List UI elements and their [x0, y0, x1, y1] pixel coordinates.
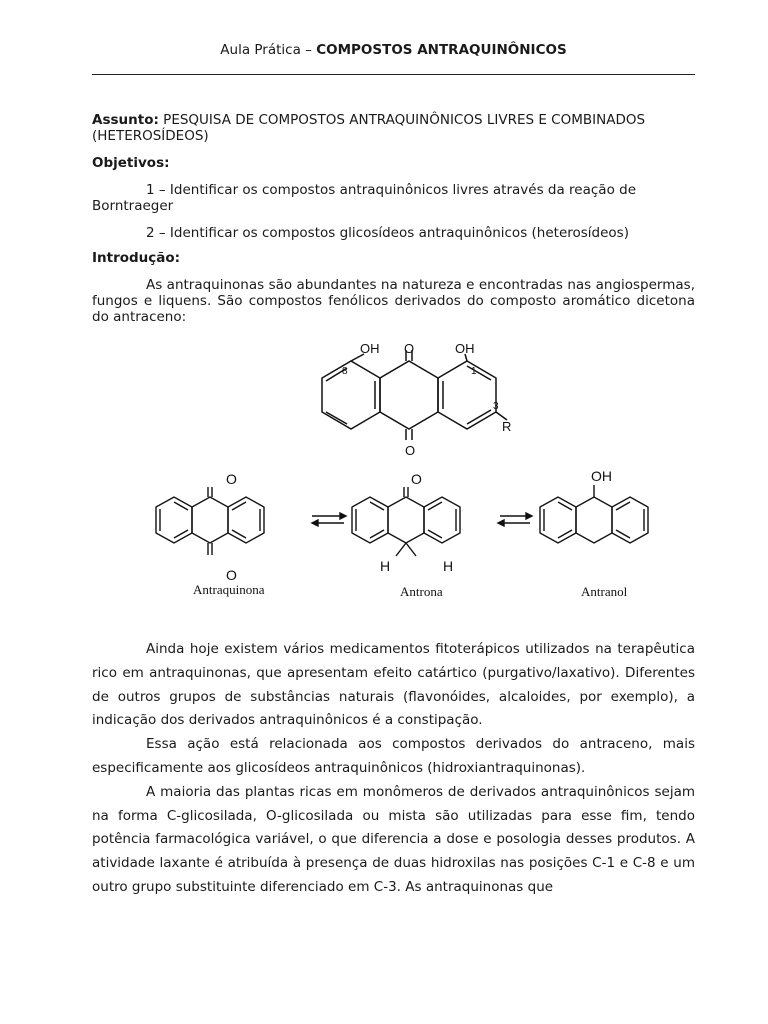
antrona-o-top: O	[411, 471, 422, 487]
objetivo-item-2: 2 – Identificar os compostos glicosídeos antraquinônicos (heterosídeos)	[146, 225, 629, 241]
header-title: COMPOSTOS ANTRAQUINÔNICOS	[316, 42, 567, 58]
assunto-label: Assunto:	[92, 112, 159, 128]
paragraph-medicamentos: Ainda hoje existem vários medicamentos fitoterápicos utilizados na terapêutica rico em antraquinonas, que apresentam efeito catártico (purgativo/laxativo). Diferentes de outros grupos de substâncias naturais (flavonóides, alcaloides, por exemplo), a indicação dos derivados antraquinônicos é a constipação.	[92, 641, 695, 729]
introducao-label: Introdução:	[92, 250, 181, 266]
antraquinona-o-top: O	[226, 471, 237, 487]
antraquinona-label: Antraquinona	[193, 582, 265, 597]
fig1-pos-3: 3	[493, 401, 499, 412]
fig1-oh-right: OH	[455, 341, 475, 356]
fig1-pos-1: 1	[471, 366, 477, 377]
antrona-h-left: H	[380, 558, 391, 574]
fig1-o-bottom: O	[405, 443, 416, 458]
fig1-oh-left: OH	[360, 341, 380, 356]
tautomer-equilibrium-figure	[0, 460, 768, 610]
objetivos-label: Objetivos:	[92, 155, 170, 171]
antranol-label: Antranol	[581, 584, 628, 599]
body-text	[92, 638, 695, 900]
anthraquinone-structure-figure	[0, 0, 768, 470]
antrona-h-right: H	[443, 558, 454, 574]
paragraph-plantas: A maioria das plantas ricas em monômeros de derivados antraquinônicos sejam na forma C-glicosilada, O-glicosilada ou mista são utilizadas para esse fim, tendo potência farmacológica variável, o que diferencia a dose e posologia desses produtos. A atividade laxante é atribuída à presença de duas hidroxilas nas posições C-1 e C-8 e um outro grupo substituinte diferenciado em C-3. As antraquinonas que	[92, 783, 695, 895]
header-prefix: Aula Prática –	[220, 42, 317, 58]
fig1-pos-8: 8	[342, 366, 348, 377]
fig1-o-top: O	[404, 341, 415, 356]
antraquinona-o-bottom: O	[226, 567, 237, 583]
introducao-text: As antraquinonas são abundantes na natureza e encontradas nas angiospermas, fungos e liquens. São compostos fenólicos derivados do composto aromático dicetona do antraceno:	[92, 277, 695, 325]
antranol-oh: OH	[591, 468, 612, 484]
antrona-label: Antrona	[400, 584, 443, 599]
objetivo-item-1: 1 – Identificar os compostos antraquinônicos livres através da reação de Borntraeger	[92, 182, 636, 214]
assunto-text: PESQUISA DE COMPOSTOS ANTRAQUINÔNICOS LIVRES E COMBINADOS (HETEROSÍDEOS)	[92, 112, 646, 144]
fig1-r-group: R	[502, 419, 512, 434]
paragraph-acao: Essa ação está relacionada aos compostos derivados do antraceno, mais especificamente aos glicosídeos antraquinônicos (hidroxiantraquinonas).	[92, 736, 695, 776]
